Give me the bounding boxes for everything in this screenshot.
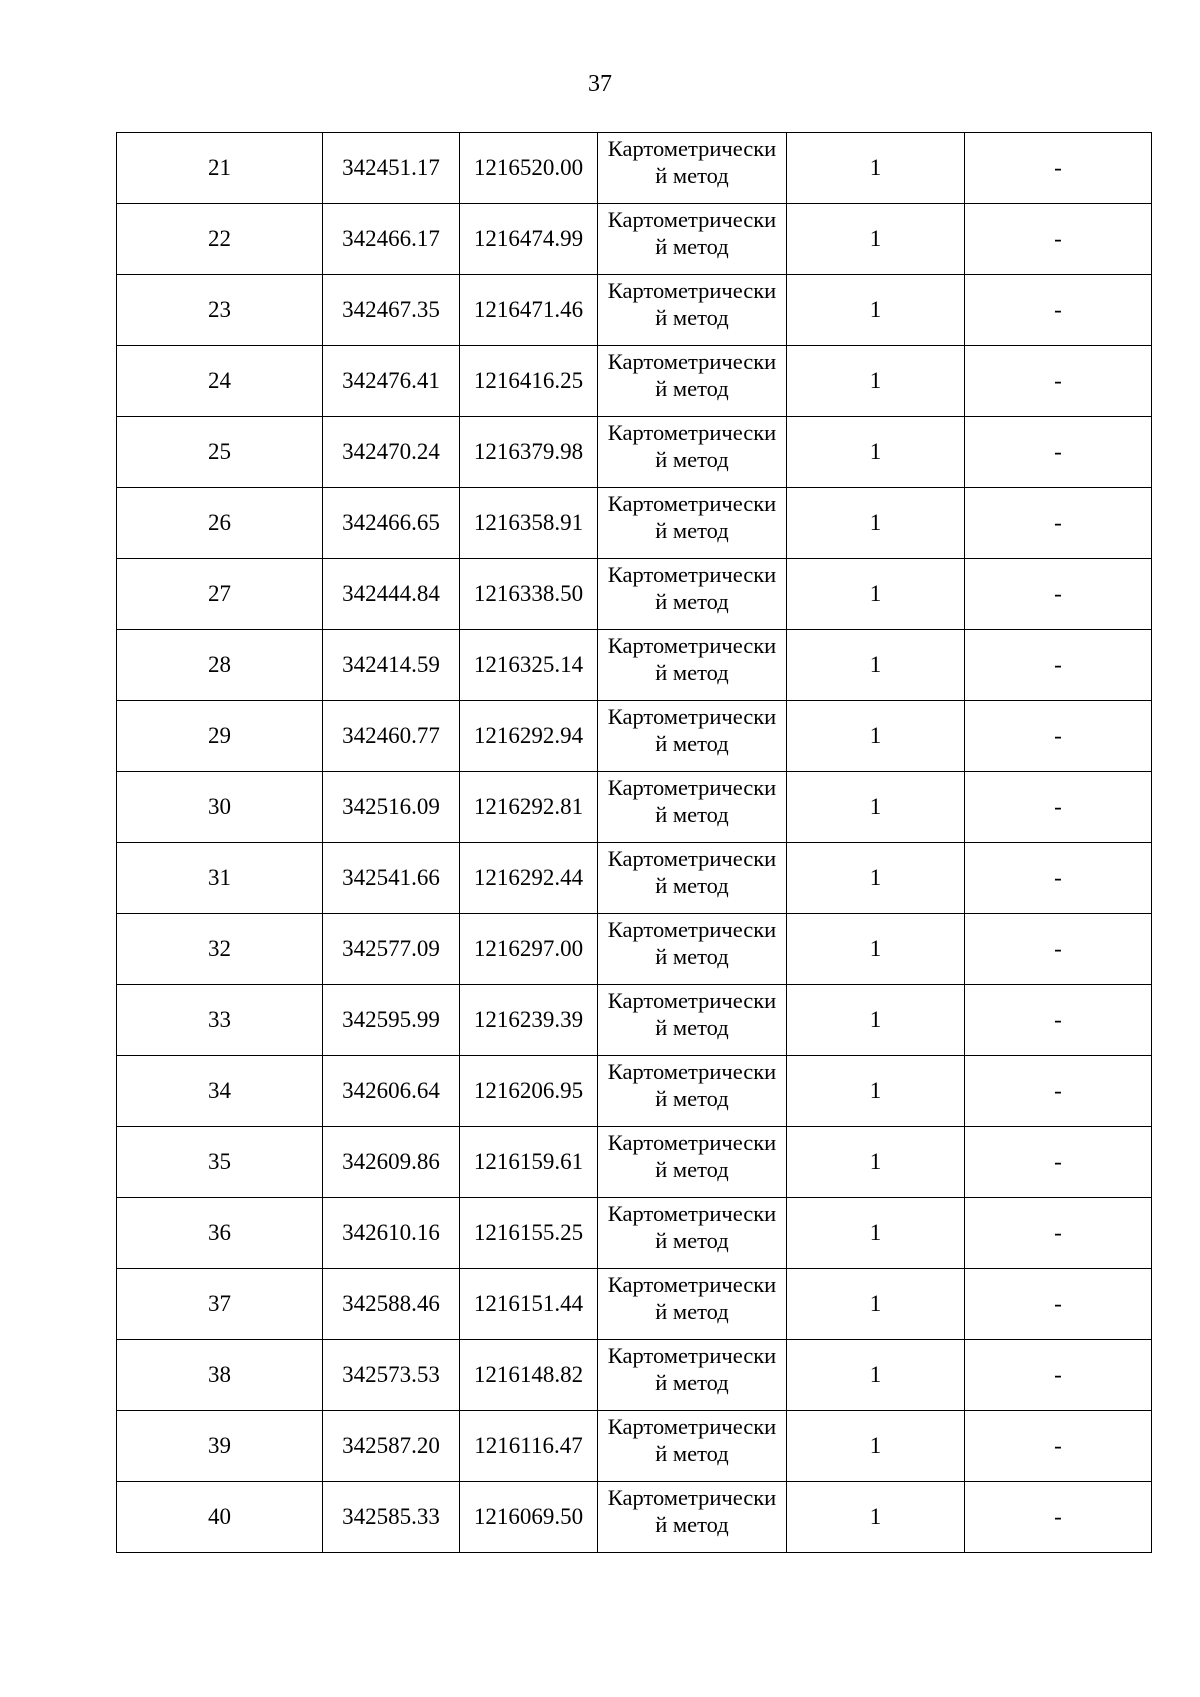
table-row (117, 1056, 1152, 1127)
cell-x-coordinate: 342610.16 (323, 1198, 460, 1269)
cell-method (598, 843, 787, 914)
method-line-2: й метод (655, 163, 729, 188)
cell-accuracy: 1 (787, 914, 965, 985)
table-body (117, 133, 1152, 1553)
method-line-1: Картометрически (607, 1201, 777, 1226)
method-line-2: й метод (655, 873, 729, 898)
cell-x-coordinate: 342460.77 (323, 701, 460, 772)
cell-point-number: 39 (117, 1411, 323, 1482)
page-number: 37 (588, 71, 612, 97)
table-row (117, 1198, 1152, 1269)
cell-note: - (965, 843, 1152, 914)
cell-note: - (965, 1411, 1152, 1482)
table-row (117, 133, 1152, 204)
cell-method (598, 275, 787, 346)
cell-accuracy: 1 (787, 701, 965, 772)
cell-point-number: 38 (117, 1340, 323, 1411)
cell-y-coordinate: 1216069.50 (460, 1482, 598, 1553)
cell-x-coordinate: 342541.66 (323, 843, 460, 914)
method-line-2: й метод (655, 802, 729, 827)
method-line-1: Картометрически (607, 278, 777, 303)
cell-note: - (965, 488, 1152, 559)
cell-y-coordinate: 1216155.25 (460, 1198, 598, 1269)
cell-accuracy: 1 (787, 772, 965, 843)
cell-note: - (965, 275, 1152, 346)
cell-point-number: 35 (117, 1127, 323, 1198)
cell-x-coordinate: 342414.59 (323, 630, 460, 701)
method-line-2: й метод (655, 305, 729, 330)
cell-method (598, 1269, 787, 1340)
cell-note: - (965, 985, 1152, 1056)
method-line-2: й метод (655, 944, 729, 969)
cell-y-coordinate: 1216416.25 (460, 346, 598, 417)
table-row (117, 1340, 1152, 1411)
cell-x-coordinate: 342476.41 (323, 346, 460, 417)
table-row (117, 914, 1152, 985)
cell-x-coordinate: 342573.53 (323, 1340, 460, 1411)
method-line-2: й метод (655, 1157, 729, 1182)
cell-y-coordinate: 1216116.47 (460, 1411, 598, 1482)
cell-point-number: 25 (117, 417, 323, 488)
cell-method (598, 1340, 787, 1411)
cell-note: - (965, 1269, 1152, 1340)
method-line-2: й метод (655, 1512, 729, 1537)
cell-y-coordinate: 1216471.46 (460, 275, 598, 346)
cell-x-coordinate: 342451.17 (323, 133, 460, 204)
cell-point-number: 31 (117, 843, 323, 914)
cell-accuracy: 1 (787, 985, 965, 1056)
cell-note: - (965, 772, 1152, 843)
cell-x-coordinate: 342470.24 (323, 417, 460, 488)
method-line-2: й метод (655, 660, 729, 685)
cell-method (598, 417, 787, 488)
cell-note: - (965, 1056, 1152, 1127)
cell-point-number: 21 (117, 133, 323, 204)
cell-note: - (965, 346, 1152, 417)
cell-y-coordinate: 1216520.00 (460, 133, 598, 204)
cell-accuracy: 1 (787, 488, 965, 559)
cell-point-number: 37 (117, 1269, 323, 1340)
method-line-1: Картометрически (607, 633, 777, 658)
table-row (117, 1411, 1152, 1482)
cell-method (598, 914, 787, 985)
cell-y-coordinate: 1216474.99 (460, 204, 598, 275)
method-line-2: й метод (655, 1370, 729, 1395)
cell-point-number: 36 (117, 1198, 323, 1269)
cell-y-coordinate: 1216292.81 (460, 772, 598, 843)
cell-note: - (965, 914, 1152, 985)
method-line-1: Картометрически (607, 562, 777, 587)
cell-x-coordinate: 342444.84 (323, 559, 460, 630)
cell-note: - (965, 417, 1152, 488)
table-row (117, 1482, 1152, 1553)
cell-accuracy: 1 (787, 1127, 965, 1198)
cell-method (598, 1198, 787, 1269)
method-line-1: Картометрически (607, 207, 777, 232)
cell-y-coordinate: 1216338.50 (460, 559, 598, 630)
method-line-1: Картометрически (607, 1414, 777, 1439)
table-row (117, 275, 1152, 346)
cell-accuracy: 1 (787, 1198, 965, 1269)
cell-y-coordinate: 1216379.98 (460, 417, 598, 488)
cell-x-coordinate: 342606.64 (323, 1056, 460, 1127)
cell-accuracy: 1 (787, 559, 965, 630)
method-line-2: й метод (655, 731, 729, 756)
cell-accuracy: 1 (787, 1482, 965, 1553)
cell-y-coordinate: 1216239.39 (460, 985, 598, 1056)
cell-point-number: 27 (117, 559, 323, 630)
cell-x-coordinate: 342609.86 (323, 1127, 460, 1198)
cell-x-coordinate: 342466.65 (323, 488, 460, 559)
cell-method (598, 1411, 787, 1482)
cell-method (598, 346, 787, 417)
cell-accuracy: 1 (787, 630, 965, 701)
cell-method (598, 985, 787, 1056)
cell-note: - (965, 1340, 1152, 1411)
cell-point-number: 32 (117, 914, 323, 985)
cell-x-coordinate: 342466.17 (323, 204, 460, 275)
cell-accuracy: 1 (787, 1056, 965, 1127)
cell-method (598, 559, 787, 630)
method-line-1: Картометрически (607, 491, 777, 516)
cell-note: - (965, 1482, 1152, 1553)
method-line-1: Картометрически (607, 917, 777, 942)
table-row (117, 1269, 1152, 1340)
method-line-2: й метод (655, 518, 729, 543)
method-line-1: Картометрически (607, 988, 777, 1013)
cell-point-number: 33 (117, 985, 323, 1056)
coordinates-table (116, 132, 1152, 1553)
method-line-2: й метод (655, 1228, 729, 1253)
method-line-2: й метод (655, 1299, 729, 1324)
cell-method (598, 133, 787, 204)
table-row (117, 204, 1152, 275)
table-row (117, 772, 1152, 843)
cell-note: - (965, 204, 1152, 275)
cell-y-coordinate: 1216297.00 (460, 914, 598, 985)
cell-accuracy: 1 (787, 417, 965, 488)
cell-y-coordinate: 1216159.61 (460, 1127, 598, 1198)
method-line-1: Картометрически (607, 1059, 777, 1084)
method-line-2: й метод (655, 376, 729, 401)
cell-accuracy: 1 (787, 204, 965, 275)
cell-point-number: 34 (117, 1056, 323, 1127)
table-row (117, 559, 1152, 630)
cell-method (598, 1056, 787, 1127)
cell-method (598, 488, 787, 559)
cell-note: - (965, 1127, 1152, 1198)
cell-y-coordinate: 1216148.82 (460, 1340, 598, 1411)
table-row (117, 346, 1152, 417)
cell-point-number: 26 (117, 488, 323, 559)
cell-point-number: 28 (117, 630, 323, 701)
cell-method (598, 701, 787, 772)
cell-accuracy: 1 (787, 1411, 965, 1482)
table-row (117, 488, 1152, 559)
method-line-2: й метод (655, 1441, 729, 1466)
cell-method (598, 1482, 787, 1553)
method-line-1: Картометрически (607, 136, 777, 161)
cell-accuracy: 1 (787, 346, 965, 417)
cell-accuracy: 1 (787, 133, 965, 204)
table-row (117, 985, 1152, 1056)
cell-accuracy: 1 (787, 1340, 965, 1411)
cell-note: - (965, 133, 1152, 204)
table-row (117, 843, 1152, 914)
cell-point-number: 30 (117, 772, 323, 843)
method-line-2: й метод (655, 1086, 729, 1111)
cell-y-coordinate: 1216358.91 (460, 488, 598, 559)
cell-y-coordinate: 1216206.95 (460, 1056, 598, 1127)
method-line-1: Картометрически (607, 775, 777, 800)
cell-point-number: 22 (117, 204, 323, 275)
cell-x-coordinate: 342467.35 (323, 275, 460, 346)
cell-method (598, 630, 787, 701)
cell-note: - (965, 559, 1152, 630)
cell-x-coordinate: 342577.09 (323, 914, 460, 985)
cell-point-number: 24 (117, 346, 323, 417)
method-line-2: й метод (655, 447, 729, 472)
method-line-2: й метод (655, 589, 729, 614)
method-line-1: Картометрически (607, 846, 777, 871)
cell-note: - (965, 630, 1152, 701)
cell-point-number: 40 (117, 1482, 323, 1553)
method-line-2: й метод (655, 1015, 729, 1040)
cell-point-number: 23 (117, 275, 323, 346)
cell-y-coordinate: 1216292.44 (460, 843, 598, 914)
cell-note: - (965, 1198, 1152, 1269)
method-line-1: Картометрически (607, 420, 777, 445)
table-row (117, 417, 1152, 488)
cell-accuracy: 1 (787, 843, 965, 914)
cell-note: - (965, 701, 1152, 772)
cell-method (598, 772, 787, 843)
method-line-1: Картометрически (607, 1343, 777, 1368)
method-line-1: Картометрически (607, 1272, 777, 1297)
cell-x-coordinate: 342588.46 (323, 1269, 460, 1340)
cell-method (598, 204, 787, 275)
method-line-1: Картометрически (607, 1485, 777, 1510)
method-line-2: й метод (655, 234, 729, 259)
method-line-1: Картометрически (607, 349, 777, 374)
cell-method (598, 1127, 787, 1198)
cell-x-coordinate: 342516.09 (323, 772, 460, 843)
cell-y-coordinate: 1216325.14 (460, 630, 598, 701)
cell-x-coordinate: 342587.20 (323, 1411, 460, 1482)
cell-point-number: 29 (117, 701, 323, 772)
cell-y-coordinate: 1216292.94 (460, 701, 598, 772)
table-row (117, 1127, 1152, 1198)
cell-x-coordinate: 342595.99 (323, 985, 460, 1056)
method-line-1: Картометрически (607, 1130, 777, 1155)
cell-x-coordinate: 342585.33 (323, 1482, 460, 1553)
table-row (117, 630, 1152, 701)
method-line-1: Картометрически (607, 704, 777, 729)
table-row (117, 701, 1152, 772)
cell-accuracy: 1 (787, 1269, 965, 1340)
cell-accuracy: 1 (787, 275, 965, 346)
cell-y-coordinate: 1216151.44 (460, 1269, 598, 1340)
